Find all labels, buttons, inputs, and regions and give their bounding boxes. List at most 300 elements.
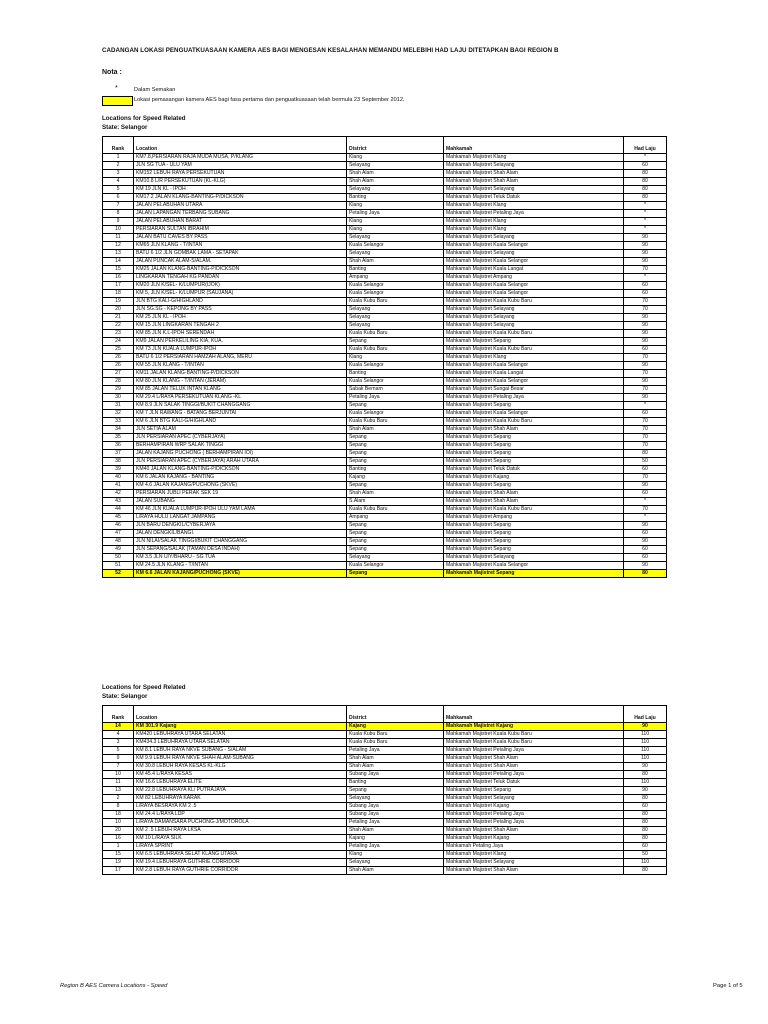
mahkamah-cell: Mahkamah Majistret Kajang	[444, 723, 624, 731]
district-cell: Kuala Kubu Baru	[347, 346, 444, 354]
district-cell: S.Alam	[347, 498, 444, 506]
district-cell: Kuala Selangor	[347, 378, 444, 386]
rank-cell: 46	[103, 522, 134, 530]
rank-cell: 35	[103, 434, 134, 442]
mahkamah-cell: Mahkamah Majistret Selayang	[444, 859, 624, 867]
had-laju-cell: *	[624, 514, 667, 522]
mahkamah-cell: Mahkamah Majistret Selayang	[444, 186, 624, 194]
location-cell: JLN BARU DENGKIL/CYBERJAYA	[134, 522, 347, 530]
col-mahkamah-header: Mahkamah	[444, 706, 624, 723]
table-row	[103, 250, 667, 258]
mahkamah-cell: Mahkamah Majistret Shah Alam	[444, 178, 624, 186]
had-laju-cell: 90	[624, 362, 667, 370]
legend-highlight-swatch	[102, 96, 133, 106]
rank-cell: 24	[103, 338, 134, 346]
mahkamah-cell: Mahkamah Majistret Kuala Selangor	[444, 258, 624, 266]
mahkamah-cell: Mahkamah Petaling Jaya	[444, 843, 624, 851]
mahkamah-cell: Mahkamah Majistret Kuala Kubu Baru	[444, 298, 624, 306]
had-laju-cell: 90	[624, 787, 667, 795]
had-laju-cell: 90	[624, 723, 667, 731]
section1-rows	[103, 154, 667, 578]
section2-heading	[102, 684, 186, 701]
had-laju-cell: 90	[624, 522, 667, 530]
table-row	[103, 458, 667, 466]
mahkamah-cell: Mahkamah Majistret Petaling Jaya	[444, 210, 624, 218]
rank-cell: 32	[103, 410, 134, 418]
had-laju-cell: *	[624, 226, 667, 234]
location-cell: KM 19.4 LEBUHRAYA GUTHRIE CORRIDOR	[134, 859, 347, 867]
rank-cell: 8	[103, 210, 134, 218]
mahkamah-cell: Mahkamah Majistret Kuala Langat	[444, 370, 624, 378]
rank-cell: 9	[103, 755, 134, 763]
had-laju-cell: 70	[624, 506, 667, 514]
location-cell: KM 7 JLN RAWANG - BATANG BERJUNTAI	[134, 410, 347, 418]
had-laju-cell: 80	[624, 771, 667, 779]
had-laju-cell: 80	[624, 795, 667, 803]
had-laju-cell: *	[624, 154, 667, 162]
table-row	[103, 803, 667, 811]
had-laju-cell: 90	[624, 322, 667, 330]
had-laju-cell: 70	[624, 474, 667, 482]
district-cell: Kuala Kubu Baru	[347, 731, 444, 739]
table-row	[103, 450, 667, 458]
location-cell: JALAN KAJANG PUCHONG ( BERHAMPIRAN IOI)	[134, 450, 347, 458]
mahkamah-cell: Mahkamah Majistret Kuala Kubu Baru	[444, 418, 624, 426]
rank-cell: 18	[103, 811, 134, 819]
district-cell: Shah Alam	[347, 426, 444, 434]
district-cell: Kuala Kubu Baru	[347, 418, 444, 426]
mahkamah-cell: Mahkamah Majistret Kuala Kubu Baru	[444, 330, 624, 338]
location-cell: JLN SETIA ALAM	[134, 426, 347, 434]
rank-cell: 49	[103, 546, 134, 554]
district-cell: Sepang	[347, 522, 444, 530]
rank-cell: 27	[103, 370, 134, 378]
rank-cell: 34	[103, 426, 134, 434]
location-cell: KM65 JLN KLANG - T/INTAN	[134, 242, 347, 250]
table-row	[103, 530, 667, 538]
table-row	[103, 570, 667, 578]
mahkamah-cell: Mahkamah Majistret Shah Alam	[444, 426, 624, 434]
mahkamah-cell: Mahkamah Majistret Sepang	[444, 442, 624, 450]
had-laju-cell: 90	[624, 314, 667, 322]
table-row	[103, 330, 667, 338]
district-cell: Klang	[347, 851, 444, 859]
table-row	[103, 506, 667, 514]
table-row	[103, 354, 667, 362]
section1-heading	[102, 115, 186, 132]
location-cell: KM 85 JLN K.L-IPOH SERENDAH	[134, 330, 347, 338]
had-laju-cell: 50	[624, 851, 667, 859]
had-laju-cell: 60	[624, 162, 667, 170]
had-laju-cell: 80	[624, 570, 667, 578]
rank-cell: 20	[103, 306, 134, 314]
rank-cell: 28	[103, 378, 134, 386]
location-cell: KM 24.5 JLN KLANG - T/INTAN	[134, 562, 347, 570]
rank-cell: 3	[103, 170, 134, 178]
table-row	[103, 290, 667, 298]
table-row	[103, 514, 667, 522]
table-row	[103, 362, 667, 370]
mahkamah-cell: Mahkamah Majistret Klang	[444, 851, 624, 859]
had-laju-cell: 70	[624, 418, 667, 426]
had-laju-cell: 80	[624, 450, 667, 458]
rank-cell: 33	[103, 418, 134, 426]
table-row	[103, 723, 667, 731]
mahkamah-cell: Mahkamah Majistret Sepang	[444, 530, 624, 538]
mahkamah-cell: Mahkamah Majistret Sepang	[444, 522, 624, 530]
table-row	[103, 394, 667, 402]
location-cell: KM 24.4 L/RAYA LDP	[134, 811, 347, 819]
mahkamah-cell: Mahkamah Majistret Kajang	[444, 803, 624, 811]
table-row	[103, 835, 667, 843]
location-cell: KM434.3 LEBUHRAYA UTARA SELATAN	[134, 739, 347, 747]
district-cell: Banting	[347, 194, 444, 202]
mahkamah-cell: Mahkamah Majistret Kuala Kubu Baru	[444, 346, 624, 354]
location-cell: JALAN SUBANG	[134, 498, 347, 506]
location-cell: KM 6.5 LEBUHRAYA SELAT KLANG UTARA	[134, 851, 347, 859]
location-cell: KM11 JALAN KLANG-BANTING-P/DICKSON	[134, 370, 347, 378]
location-cell: KM 82 LEBUHRAYA KARAK	[134, 795, 347, 803]
table-row	[103, 755, 667, 763]
had-laju-cell: 70	[624, 426, 667, 434]
table-row	[103, 795, 667, 803]
location-cell: BERHAMPIRAN WRP SALAK TINGGI	[134, 442, 347, 450]
rank-cell: 26	[103, 354, 134, 362]
mahkamah-cell: Mahkamah Majistret Selayang	[444, 554, 624, 562]
col-rank-header: Rank	[103, 137, 134, 154]
district-cell: Shah Alam	[347, 170, 444, 178]
district-cell: Banting	[347, 266, 444, 274]
rank-cell: 47	[103, 530, 134, 538]
had-laju-cell: 90	[624, 250, 667, 258]
district-cell: Klang	[347, 354, 444, 362]
rank-cell: 39	[103, 466, 134, 474]
mahkamah-cell: Mahkamah Majistret Selayang	[444, 162, 624, 170]
mahkamah-cell: Mahkamah Majistret Klang	[444, 218, 624, 226]
district-cell: Shah Alam	[347, 763, 444, 771]
mahkamah-cell: Mahkamah Majistret Shah Alam	[444, 827, 624, 835]
mahkamah-cell: Mahkamah Majistret Sepang	[444, 546, 624, 554]
table-row	[103, 747, 667, 755]
location-cell: JALAN PELABUHAN BARAT	[134, 218, 347, 226]
rank-cell: 45	[103, 514, 134, 522]
section1-state: State: Selangor	[102, 123, 148, 131]
table-row	[103, 322, 667, 330]
location-cell: KM 8.1 LEBUH RAYA NKVE SUBANG - S/ALAM	[134, 747, 347, 755]
location-cell: KM40 JALAN KLANG-BANTING-P/DICKSON	[134, 466, 347, 474]
district-cell: Sepang	[347, 546, 444, 554]
table-row	[103, 859, 667, 867]
district-cell: Shah Alam	[347, 490, 444, 498]
had-laju-cell: 60	[624, 282, 667, 290]
mahkamah-cell: Mahkamah Majistret Shah Alam	[444, 498, 624, 506]
mahkamah-cell: Mahkamah Majistret Kuala Kubu Baru	[444, 731, 624, 739]
district-cell: Selayang	[347, 795, 444, 803]
mahkamah-cell: Mahkamah Majistret Sepang	[444, 482, 624, 490]
location-cell: L/RAYA HULU LANGAT JAMPANG	[134, 514, 347, 522]
location-cell: KM 46 JLN KUALA LUMPUR-IPOH ULU YAM LAMA	[134, 506, 347, 514]
had-laju-cell: 90	[624, 482, 667, 490]
had-laju-cell: 70	[624, 386, 667, 394]
location-cell: JLN SEPANG/SALAK (TAMAN DESA INDAH)	[134, 546, 347, 554]
table-row	[103, 338, 667, 346]
district-cell: Kuala Kubu Baru	[347, 739, 444, 747]
had-laju-cell: 60	[624, 554, 667, 562]
location-cell: BATU 6 1/2 PERSIARAN HAMZAH ALANG, MERU	[134, 354, 347, 362]
mahkamah-cell: Mahkamah Majistret Shah Alam	[444, 867, 624, 875]
col-location-header: Location	[134, 137, 347, 154]
rank-cell: 29	[103, 386, 134, 394]
mahkamah-cell: Mahkamah Majistret Shah Alam	[444, 490, 624, 498]
mahkamah-cell: Mahkamah Majistret Selayang	[444, 314, 624, 322]
district-cell: Kuala Selangor	[347, 562, 444, 570]
district-cell: Kajang	[347, 474, 444, 482]
district-cell: Klang	[347, 226, 444, 234]
district-cell: Kuala Selangor	[347, 282, 444, 290]
had-laju-cell: 70	[624, 306, 667, 314]
district-cell: Selayang	[347, 554, 444, 562]
had-laju-cell: 80	[624, 867, 667, 875]
rank-cell: 41	[103, 482, 134, 490]
had-laju-cell: 90	[624, 378, 667, 386]
rank-cell: 7	[103, 202, 134, 210]
mahkamah-cell: Mahkamah Majistret Selayang	[444, 234, 624, 242]
district-cell: Selayang	[347, 859, 444, 867]
district-cell: Petaling Jaya	[347, 747, 444, 755]
mahkamah-cell: Mahkamah Majistret Kuala Kubu Baru	[444, 739, 624, 747]
district-cell: Kuala Selangor	[347, 242, 444, 250]
district-cell: Sepang	[347, 530, 444, 538]
document-title: CADANGAN LOKASI PENGUATKUASAAN KAMERA AES BAGI MENGESAN KESALAHAN MEMANDU MELEBIHI HAD LAJU DITETAPKAN BAGI REGION B	[102, 47, 559, 54]
mahkamah-cell: Mahkamah Majistret Petaling Jaya	[444, 394, 624, 402]
rank-cell: 10	[103, 226, 134, 234]
mahkamah-cell: Mahkamah Majistret Ampang	[444, 274, 624, 282]
table-row	[103, 282, 667, 290]
table-row	[103, 434, 667, 442]
location-cell: L/RAYA BESRAYA KM 2 .5	[134, 803, 347, 811]
location-cell: KM 30.8 LEBUH RAYA KESAS KL-KLG	[134, 763, 347, 771]
had-laju-cell: 90	[624, 394, 667, 402]
district-cell: Shah Alam	[347, 258, 444, 266]
location-cell: KM 85 JALAN TELUK INTAN KLANG	[134, 386, 347, 394]
location-cell: KM7.8,PERSIARAN RAJA MUDA MUSA, P/KLANG	[134, 154, 347, 162]
mahkamah-cell: Mahkamah Majistret Sepang	[444, 402, 624, 410]
district-cell: Petaling Jaya	[347, 819, 444, 827]
table-row	[103, 418, 667, 426]
district-cell: Subang Jaya	[347, 811, 444, 819]
district-cell: Sepang	[347, 458, 444, 466]
district-cell: Kuala Kubu Baru	[347, 298, 444, 306]
rank-cell: 4	[103, 731, 134, 739]
section2-rows	[103, 723, 667, 875]
table-row	[103, 242, 667, 250]
mahkamah-cell: Mahkamah Majistret Klang	[444, 226, 624, 234]
footer-page-number: Page 1 of 5	[713, 983, 743, 989]
mahkamah-cell: Mahkamah Majistret Sepang	[444, 450, 624, 458]
table-row	[103, 771, 667, 779]
location-cell: KM 9.9 LEBUH RAYA NKVE SHAH ALAM-SUBANG	[134, 755, 347, 763]
table-row	[103, 442, 667, 450]
had-laju-cell: 60	[624, 466, 667, 474]
had-laju-cell: 80	[624, 819, 667, 827]
rank-cell: 16	[103, 274, 134, 282]
mahkamah-cell: Mahkamah Majistret Sepang	[444, 338, 624, 346]
location-cell: KM 8.9 JLN SALAK TINGGI/BUKIT CHANGGANG	[134, 402, 347, 410]
mahkamah-cell: Mahkamah Majistret Selayang	[444, 306, 624, 314]
location-cell: LINGKARAN TENGAH KG PANDAN	[134, 274, 347, 282]
col-mahkamah-header: Mahkamah	[444, 137, 624, 154]
rank-cell: 8	[103, 803, 134, 811]
had-laju-cell: 60	[624, 490, 667, 498]
had-laju-cell: 70	[624, 266, 667, 274]
table-row	[103, 538, 667, 546]
table-row	[103, 410, 667, 418]
had-laju-cell: 60	[624, 546, 667, 554]
table-row	[103, 226, 667, 234]
had-laju-cell: *	[624, 202, 667, 210]
district-cell: Sepang	[347, 442, 444, 450]
district-cell: Selayang	[347, 322, 444, 330]
table-row	[103, 466, 667, 474]
district-cell: Sepang	[347, 787, 444, 795]
mahkamah-cell: Mahkamah Majistret Teluk Datuk	[444, 466, 624, 474]
table-row	[103, 162, 667, 170]
col-location-header: Location	[134, 706, 347, 723]
district-cell: Sepang	[347, 450, 444, 458]
table-row	[103, 498, 667, 506]
location-cell: KM 16.6 LEBUHRAYA ELITE	[134, 779, 347, 787]
col-had-laju-header: Had Laju	[624, 706, 667, 723]
district-cell: Klang	[347, 154, 444, 162]
had-laju-cell: 80	[624, 170, 667, 178]
table-row	[103, 490, 667, 498]
rank-cell: 38	[103, 458, 134, 466]
mahkamah-cell: Mahkamah Majistret Teluk Datuk	[444, 194, 624, 202]
mahkamah-cell: Mahkamah Majistret Shah Alam	[444, 763, 624, 771]
mahkamah-cell: Mahkamah Majistret Kuala Selangor	[444, 378, 624, 386]
location-cell: BATU 6 1/2 JLN GOMBAK LAMA - SETAPAK	[134, 250, 347, 258]
location-cell: KM10.8 L/R PERSEKUTUAN (KL-KLG)	[134, 178, 347, 186]
table-row	[103, 386, 667, 394]
rank-cell: 1	[103, 154, 134, 162]
rank-cell: 15	[103, 266, 134, 274]
location-cell: L/RAYA DAMANSARA PUCHONG-J/MOTOROLA	[134, 819, 347, 827]
table-row	[103, 298, 667, 306]
district-cell: Sepang	[347, 570, 444, 578]
location-cell: KM 301.9 Kajang	[134, 723, 347, 731]
section2-header-row	[103, 706, 667, 723]
mahkamah-cell: Mahkamah Majistret Petaling Jaya	[444, 747, 624, 755]
district-cell: Banting	[347, 466, 444, 474]
rank-cell: 10	[103, 771, 134, 779]
rank-cell: 25	[103, 346, 134, 354]
location-cell: KM420 LEBUHRAYA UTARA SELATAN	[134, 731, 347, 739]
table-row	[103, 554, 667, 562]
table-row	[103, 346, 667, 354]
table-row	[103, 482, 667, 490]
location-cell: JLN SG.SG - KEPONG BY PASS	[134, 306, 347, 314]
district-cell: Ampang	[347, 274, 444, 282]
location-cell: JALAN DENGKIL/BANGI.	[134, 530, 347, 538]
had-laju-cell: 110	[624, 755, 667, 763]
had-laju-cell: 110	[624, 859, 667, 867]
section1-heading-text: Locations for Speed Related	[102, 115, 186, 122]
mahkamah-cell: Mahkamah Majistret Selayang	[444, 250, 624, 258]
rank-cell: 16	[103, 835, 134, 843]
district-cell: Kuala Selangor	[347, 410, 444, 418]
table-row	[103, 170, 667, 178]
table-row	[103, 202, 667, 210]
mahkamah-cell: Mahkamah Majistret Kajang	[444, 835, 624, 843]
table-row	[103, 546, 667, 554]
had-laju-cell: 60	[624, 803, 667, 811]
district-cell: Subang Jaya	[347, 771, 444, 779]
location-cell: KM 2.8 LEBUH RAYA GUTHRIE CORRIDOR	[134, 867, 347, 875]
location-cell: JLN NILAI/SALAK TINGGI/BUKIT CHANGGANG	[134, 538, 347, 546]
mahkamah-cell: Mahkamah Majistret Petaling Jaya	[444, 819, 624, 827]
rank-cell: 9	[103, 218, 134, 226]
district-cell: Shah Alam	[347, 827, 444, 835]
location-cell: KM9 JALAN PERKELILING KIA, KUA.	[134, 338, 347, 346]
mahkamah-cell: Mahkamah Majistret Sepang	[444, 570, 624, 578]
district-cell: Selayang	[347, 162, 444, 170]
table-row	[103, 851, 667, 859]
mahkamah-cell: Mahkamah Majistret Klang	[444, 154, 624, 162]
location-cell: KM 45.4 L/RAYA KESAS	[134, 771, 347, 779]
district-cell: Petaling Jaya	[347, 394, 444, 402]
location-cell: KM 2 .5 LEBUH RAYA LKSA	[134, 827, 347, 835]
rank-cell: 7	[103, 763, 134, 771]
rank-cell: 12	[103, 242, 134, 250]
had-laju-cell: 80	[624, 811, 667, 819]
district-cell: Shah Alam	[347, 755, 444, 763]
rank-cell: 2	[103, 795, 134, 803]
rank-cell: 48	[103, 538, 134, 546]
location-cell: KM 55 JLN KLANG - T/INTAN	[134, 362, 347, 370]
location-cell: JALAN BATU CAVES BY PASS	[134, 234, 347, 242]
mahkamah-cell: Mahkamah Majistret Kuala Selangor	[444, 410, 624, 418]
section2-heading-text: Locations for Speed Related	[102, 684, 186, 691]
had-laju-cell: 70	[624, 370, 667, 378]
district-cell: Sepang	[347, 338, 444, 346]
mahkamah-cell: Mahkamah Majistret Kuala Selangor	[444, 562, 624, 570]
location-cell: KM 15 JLN LINGKARAN TENGAH 2	[134, 322, 347, 330]
table-row	[103, 731, 667, 739]
mahkamah-cell: Mahkamah Majistret Sepang	[444, 434, 624, 442]
section1-table	[102, 136, 667, 578]
rank-cell: 44	[103, 506, 134, 514]
rank-cell: 43	[103, 498, 134, 506]
table-row	[103, 210, 667, 218]
district-cell: Sepang	[347, 538, 444, 546]
district-cell: Kajang	[347, 835, 444, 843]
had-laju-cell: 90	[624, 258, 667, 266]
rank-cell: 4	[103, 178, 134, 186]
district-cell: Klang	[347, 218, 444, 226]
had-laju-cell: 80	[624, 827, 667, 835]
rank-cell: 36	[103, 442, 134, 450]
table-row	[103, 763, 667, 771]
table-row	[103, 843, 667, 851]
col-had-laju-header: Had Laju	[624, 137, 667, 154]
table-row	[103, 154, 667, 162]
footer-document-name: Region B AES Camera Locations - Speed	[60, 983, 168, 989]
rank-cell: 26	[103, 362, 134, 370]
had-laju-cell: 60	[624, 346, 667, 354]
rank-cell: 42	[103, 490, 134, 498]
rank-cell: 6	[103, 194, 134, 202]
rank-cell: 14	[103, 258, 134, 266]
